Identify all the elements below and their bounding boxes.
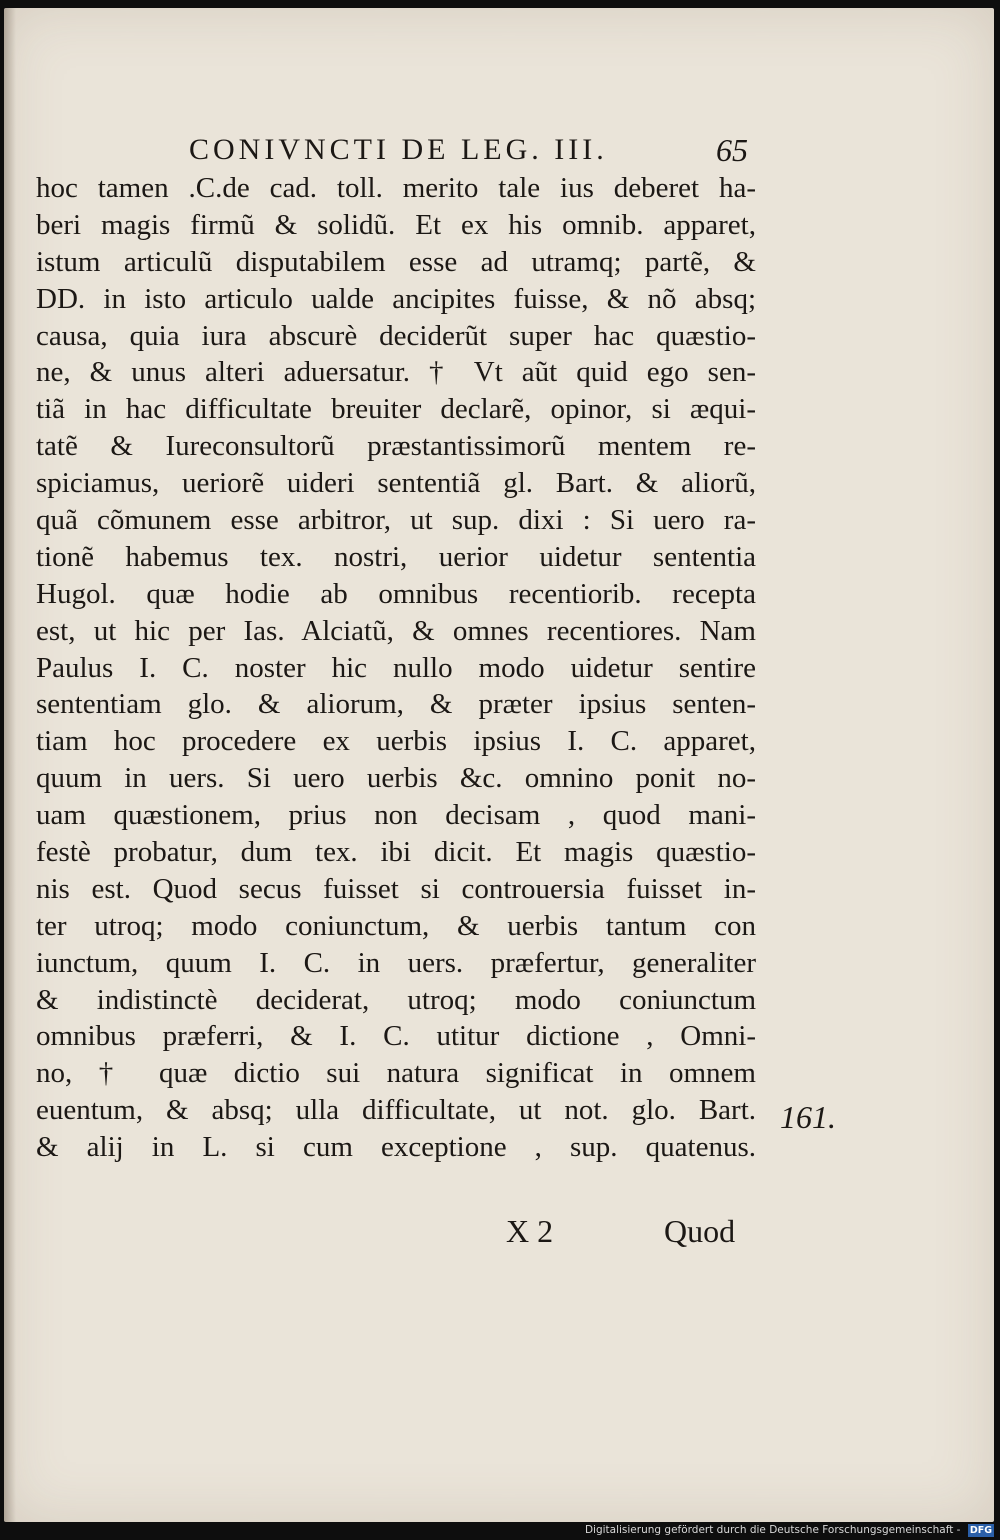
text-line: Paulus I. C. noster hic nullo modo uidetur sentire [36, 651, 756, 684]
signature-mark: X 2 [506, 1213, 554, 1249]
text-line: ter utroq; modo coniunctum, & uerbis tantum con [36, 909, 756, 942]
body-text [36, 170, 756, 1166]
text-line: istum articulũ disputabilem esse ad utramq; partẽ, & [36, 245, 756, 278]
text-line: tiã in hac difficultate breuiter declarẽ, opinor, si æqui- [36, 393, 756, 426]
text-line: DD. in isto articulo ualde ancipites fuisse, & nõ absq; [36, 282, 756, 315]
text-line: beri magis firmũ & solidũ. Et ex his omnib. apparet, [36, 208, 756, 241]
catchword: Quod [664, 1213, 736, 1249]
text-line: ne, & unus alteri aduersatur. † Vt aũt quid ego sen- [36, 356, 756, 389]
text-line: uam quæstionem, prius non decisam , quod mani- [36, 799, 756, 832]
text-line: festè probatur, dum tex. ibi dicit. Et magis quæstio- [36, 836, 756, 869]
book-page [4, 8, 994, 1522]
text-line: tionẽ habemus tex. nostri, uerior uidetur sententia [36, 540, 756, 573]
text-line: no, † quæ dictio sui natura significat in omnem [36, 1057, 756, 1090]
text-line: est, ut hic per Ias. Alciatũ, & omnes recentiores. Nam [36, 614, 756, 647]
text-line: hoc tamen .C.de cad. toll. merito tale ius deberet ha- [36, 172, 756, 204]
text-line: sententiam glo. & aliorum, & præter ipsius senten- [36, 688, 756, 721]
footer-credit-text: Digitalisierung gefördert durch die Deutsche Forschungsgemeinschaft - [584, 1524, 961, 1536]
text-line: omnibus præferri, & I. C. utitur dictione , Omni- [36, 1020, 756, 1053]
text-line: tatẽ & Iureconsultorũ præstantissimorũ mentem re- [36, 430, 756, 463]
running-title: CONIVNCTI DE LEG. III. [189, 133, 608, 166]
text-line: causa, quia iura abscurè deciderũt super hac quæstio- [36, 319, 756, 352]
text-line: & indistinctè deciderat, utroq; modo coniunctum [36, 983, 756, 1016]
text-line: iunctum, quum I. C. in uers. præfertur, generaliter [36, 946, 756, 979]
text-line: quum in uers. Si uero uerbis &c. omnino ponit no- [36, 762, 756, 795]
marginal-note: 161. [780, 1099, 836, 1135]
text-line: quã cõmunem esse arbitror, ut sup. dixi : Si uero ra- [36, 504, 756, 537]
text-line: euentum, & absq; ulla difficultate, ut not. glo. Bart. [36, 1094, 756, 1127]
text-line: Hugol. quæ hodie ab omnibus recentiorib. recepta [36, 577, 756, 610]
page-gutter-shadow [4, 8, 16, 1522]
footer-credit [585, 1522, 994, 1538]
digitization-footer [0, 1522, 1000, 1540]
dfg-logo-icon: DFG [969, 1524, 992, 1536]
text-line: tiam hoc procedere ex uerbis ipsius I. C. apparet, [36, 725, 756, 758]
text-line: spiciamus, ueriorẽ uideri sententiã gl. Bart. & aliorũ, [36, 467, 756, 500]
text-line: nis est. Quod secus fuisset si controuersia fuisset in- [36, 872, 756, 905]
folio-number: 65 [716, 132, 748, 168]
text-line: & alij in L. si cum exceptione , sup. quatenus. [36, 1131, 756, 1164]
